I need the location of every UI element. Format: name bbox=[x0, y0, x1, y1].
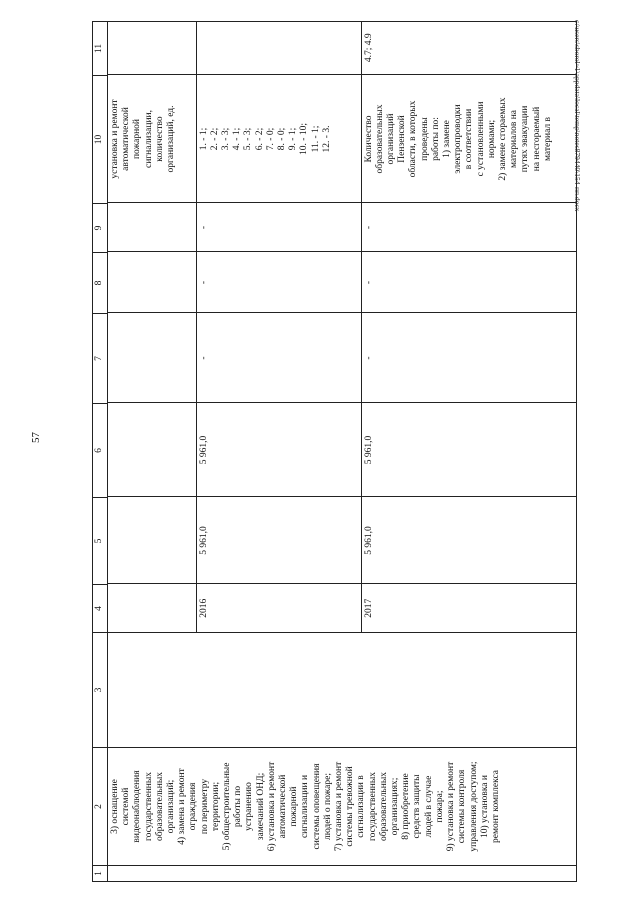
cell-2016-col8: - bbox=[196, 252, 361, 313]
header-col-4: 4 bbox=[93, 585, 108, 633]
cell-2016-col7: - bbox=[196, 313, 361, 403]
cell-2016-col11 bbox=[196, 21, 361, 75]
cell-2017-col8: - bbox=[361, 252, 576, 313]
program-table bbox=[92, 21, 577, 882]
header-col-8: 8 bbox=[93, 253, 108, 314]
header-col-9: 9 bbox=[93, 204, 108, 253]
body-row bbox=[108, 22, 577, 882]
cell-2016-col5: 5 961,0 bbox=[196, 497, 361, 584]
rotated-table-container bbox=[92, 22, 577, 882]
year-2017: 2017 bbox=[361, 584, 576, 632]
cell-2017-col7: - bbox=[361, 313, 576, 403]
cell-2016-col6: 5 961,0 bbox=[196, 403, 361, 497]
cell-9-top bbox=[108, 203, 196, 252]
cell-8-top bbox=[108, 252, 196, 313]
year-sub-table bbox=[108, 21, 576, 632]
header-col-10: 10 bbox=[93, 76, 108, 204]
cell-10-top-note: установка и ремонт автоматической пожарной сигнализации, количество организаций, ед. bbox=[108, 75, 196, 203]
cell-2017-col5: 5 961,0 bbox=[361, 497, 576, 584]
cell-2017-col9: - bbox=[361, 203, 576, 252]
cell-11-top bbox=[108, 21, 196, 75]
row-2016 bbox=[196, 21, 361, 632]
year-2016: 2016 bbox=[196, 584, 361, 632]
top-note-row bbox=[108, 21, 196, 632]
row-2017 bbox=[361, 21, 576, 632]
header-col-5: 5 bbox=[93, 498, 108, 585]
cell-col-1 bbox=[108, 866, 577, 882]
header-col-2: 2 bbox=[93, 748, 108, 866]
cell-measures-list: 3) оснащение системой видеонаблюдения государственных образовательных организаций; 4) замена и ремонт ограждения по периметру территории; 5) общестроительные работы по устранению замечаний ОНД; 6) установка и ремонт автоматической пожарной сигнализации и системы оповещения людей о пожаре; 7) установка и ремонт системы тревожной сигнализации в государственных образовательных организациях; 8) приобретение средств защиты людей в случае пожара; 9) установка и ремонт системы контроля управления доступом; 10) установка и ремонт комплекса bbox=[108, 748, 577, 866]
header-col-7: 7 bbox=[93, 314, 108, 404]
header-col-11: 11 bbox=[93, 22, 108, 76]
footer-file-path: c:\users\sborol~1\appdata\local\temp\notes879440\154-пп.docx bbox=[573, 20, 582, 212]
cell-2017-col6: 5 961,0 bbox=[361, 403, 576, 497]
cell-col-3 bbox=[108, 633, 577, 748]
cell-4-top bbox=[108, 584, 196, 632]
cell-5-top bbox=[108, 497, 196, 584]
cell-6-top bbox=[108, 403, 196, 497]
cell-2016-col9: - bbox=[196, 203, 361, 252]
header-col-3: 3 bbox=[93, 633, 108, 748]
header-row bbox=[93, 22, 108, 882]
cell-2017-col11: 4.7; 4.9 bbox=[361, 21, 576, 75]
header-col-6: 6 bbox=[93, 404, 108, 498]
cell-2017-col10: Количество образовательных организаций Пензенской области, в которых проведены работы по: 1) замене электропроводки в соответствии с установленными нормами; 2) замене сгораемых материалов на путях эвакуации на несгораемый материал в bbox=[361, 75, 576, 203]
header-col-1: 1 bbox=[93, 866, 108, 882]
cell-7-top bbox=[108, 313, 196, 403]
cell-2016-col10: 1. - 1; 2. - 2; 3. - 3; 4. - 1; 5. - 3; 6. - 2; 7. - 0; 8. - 0; 9. - 1; 10. - 10; 11. - 1; 12. - 3. bbox=[196, 75, 361, 203]
sub-table-cell bbox=[108, 22, 577, 633]
page-number: 57 bbox=[30, 432, 42, 443]
